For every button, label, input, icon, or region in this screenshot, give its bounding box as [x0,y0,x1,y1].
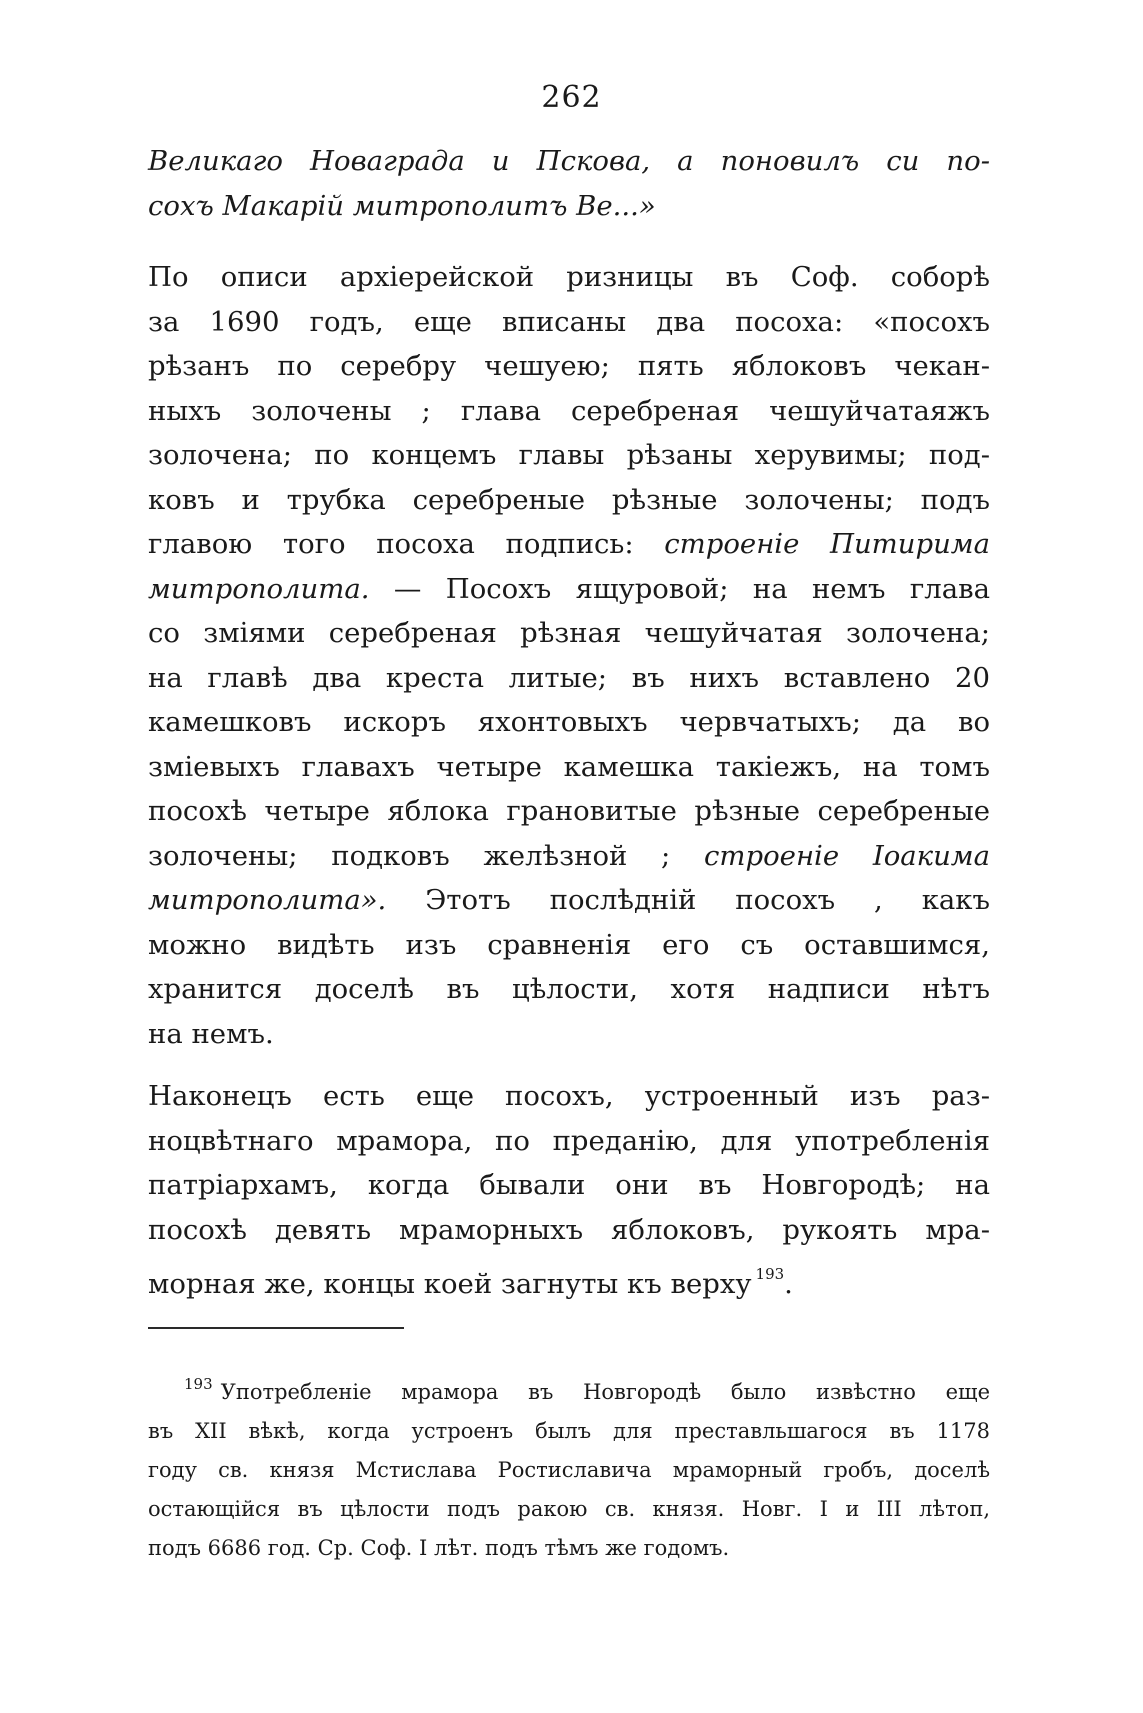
text-line: золочена; по концемъ главы рѣзаны херувимы; под- [148,439,990,471]
text-line: Великаго Новаграда и Пскова, а поновилъ си по- [148,145,990,177]
text-line: патріархамъ, когда бывали они въ Новгородѣ; на [148,1169,990,1201]
text-line: зміевыхъ главахъ четыре камешка такіежъ, на томъ [148,750,990,783]
text-line: можно видѣть изъ сравненія его съ оставшимся, [148,928,990,961]
footnote-number: 193 [184,1375,213,1393]
footnote-line: остающійся въ цѣлости подъ ракою св. князя. Новг. I и III лѣтоп, [148,1497,990,1521]
footnote-ref: 193 [755,1265,785,1283]
text-line: морная же, концы коей загнуты къ верху $^{193}$. [148,1265,793,1300]
page-number: 262 [541,80,602,115]
text-line: По описи архіерейской ризницы въ Соф. соборѣ [148,261,990,293]
text-line: на главѣ два креста литые; въ нихъ вставлено 20 [148,661,990,694]
text-line: Наконецъ есть еще посохъ, устроенный изъ раз- [148,1080,990,1112]
text-line: сохъ Макарій митрополитъ Ве...» [148,189,656,222]
text-line: митрополита. — Посохъ ящуровой; на немъ глава [148,572,990,605]
footnote-line: въ XII вѣкѣ, когда устроенъ былъ для преставльшагося въ 1178 [148,1419,990,1443]
paragraph-1 [148,255,990,1056]
text-line: со зміями серебреная рѣзная чешуйчатая золочена; [148,617,990,649]
quote-continuation [148,139,990,228]
text-line: ныхъ золочены ; глава серебреная чешуйчатаяжъ [148,394,990,427]
text-line: рѣзанъ по серебру чешуею; пять яблоковъ чекан- [148,350,990,382]
footnote-divider [148,1327,404,1329]
text-line: посохѣ девять мраморныхъ яблоковъ, рукоять мра- [148,1213,990,1246]
text-line: хранится доселѣ въ цѣлости, хотя надписи нѣтъ [148,973,990,1005]
footnote-line: году св. князя Мстислава Ростиславича мраморный гробъ, доселѣ [148,1458,990,1482]
footnote [148,1365,990,1568]
text-line: на немъ. [148,1017,274,1050]
text-line: митрополита». Этотъ послѣдній посохъ , какъ [148,884,990,916]
text-line: главою того посоха подпись: строеніе Питирима [148,528,990,560]
text-line: золочены; подковъ желѣзной ; строеніе Іоакима [148,839,990,872]
paragraph-2 [148,1074,990,1307]
footnote-line: $^{193}$ Употребленіе мрамора въ Новгородѣ было извѣстно еще [184,1375,990,1404]
text-line: ковъ и трубка серебреные рѣзные золочены; подъ [148,483,990,516]
footnote-line: подъ 6686 год. Ср. Соф. I лѣт. подъ тѣмъ же годомъ. [148,1536,730,1560]
text-line: ноцвѣтнаго мрамора, по преданію, для употребленія [148,1124,990,1157]
text-line: посохѣ четыре яблока грановитые рѣзные серебреные [148,795,990,827]
text-line: за 1690 годъ, еще вписаны два посоха: «посохъ [148,305,990,338]
text-line: камешковъ искоръ яхонтовыхъ червчатыхъ; да во [148,706,990,738]
